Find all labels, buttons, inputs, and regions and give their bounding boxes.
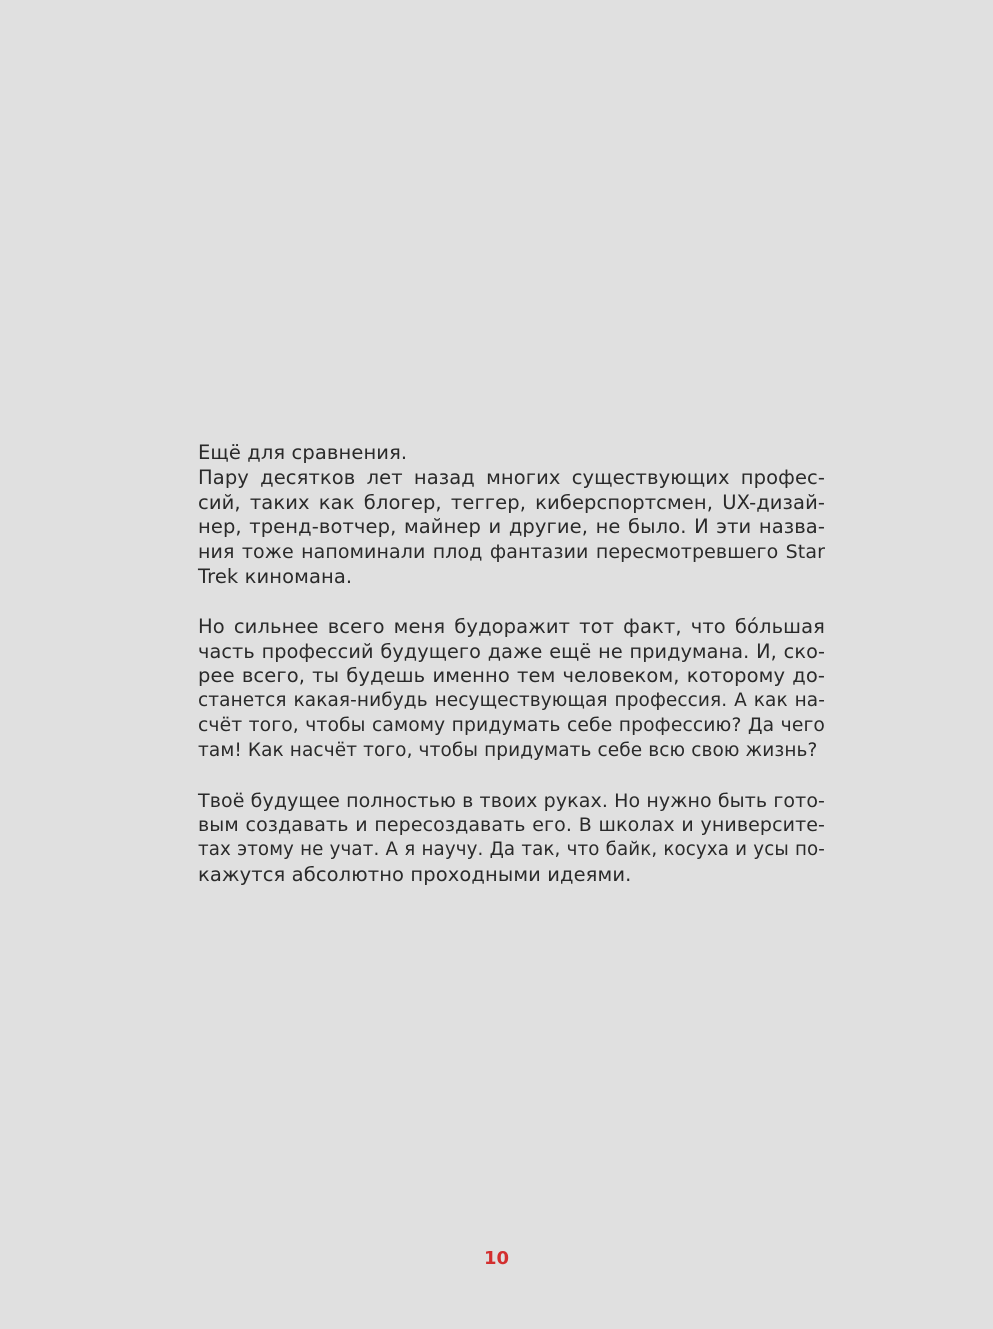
- page-number: 10: [483, 1248, 510, 1269]
- paragraph-1: [198, 441, 825, 466]
- text-line: Ещё для сравнения.: [198, 441, 408, 464]
- text-line: вым создавать и пересоздавать его. В школах и университе-: [198, 814, 825, 837]
- text-line: сий, таких как блогер, теггер, киберспортсмен, UX-дизай-: [198, 490, 825, 514]
- text-line: Но сильнее всего меня будоражит тот факт, что бóльшая: [198, 614, 825, 638]
- paragraph-3: [198, 615, 825, 764]
- text-line: кажутся абсолютно проходными идеями.: [198, 862, 632, 886]
- text-line: счёт того, чтобы самому придумать себе профессию? Да чего: [198, 714, 825, 736]
- text-line: нер, тренд-вотчер, майнер и другие, не было. И эти назва-: [198, 515, 825, 539]
- text-line: часть профессий будущего даже ещё не придумана. И, ско-: [198, 639, 825, 663]
- text-line: рее всего, ты будешь именно тем человеком, которому до-: [198, 664, 825, 688]
- paragraph-2: [198, 466, 825, 590]
- text-line: станется какая-нибудь несуществующая профессия. А как на-: [198, 690, 825, 712]
- text-line: там! Как насчёт того, чтобы придумать себе всю свою жизнь?: [198, 739, 818, 761]
- paragraph-4: [198, 789, 825, 888]
- text-line: Твоё будущее полностью в твоих руках. Но нужно быть гото-: [198, 789, 826, 812]
- body-text: [198, 441, 825, 888]
- text-line: Trek киномана.: [198, 564, 353, 588]
- text-line: ния тоже напоминали плод фантазии пересмотревшего Star: [198, 541, 825, 564]
- text-line: Пару десятков лет назад многих существующих профес-: [198, 465, 825, 489]
- text-line: тах этому не учат. А я научу. Да так, что байк, косуха и усы по-: [198, 839, 825, 861]
